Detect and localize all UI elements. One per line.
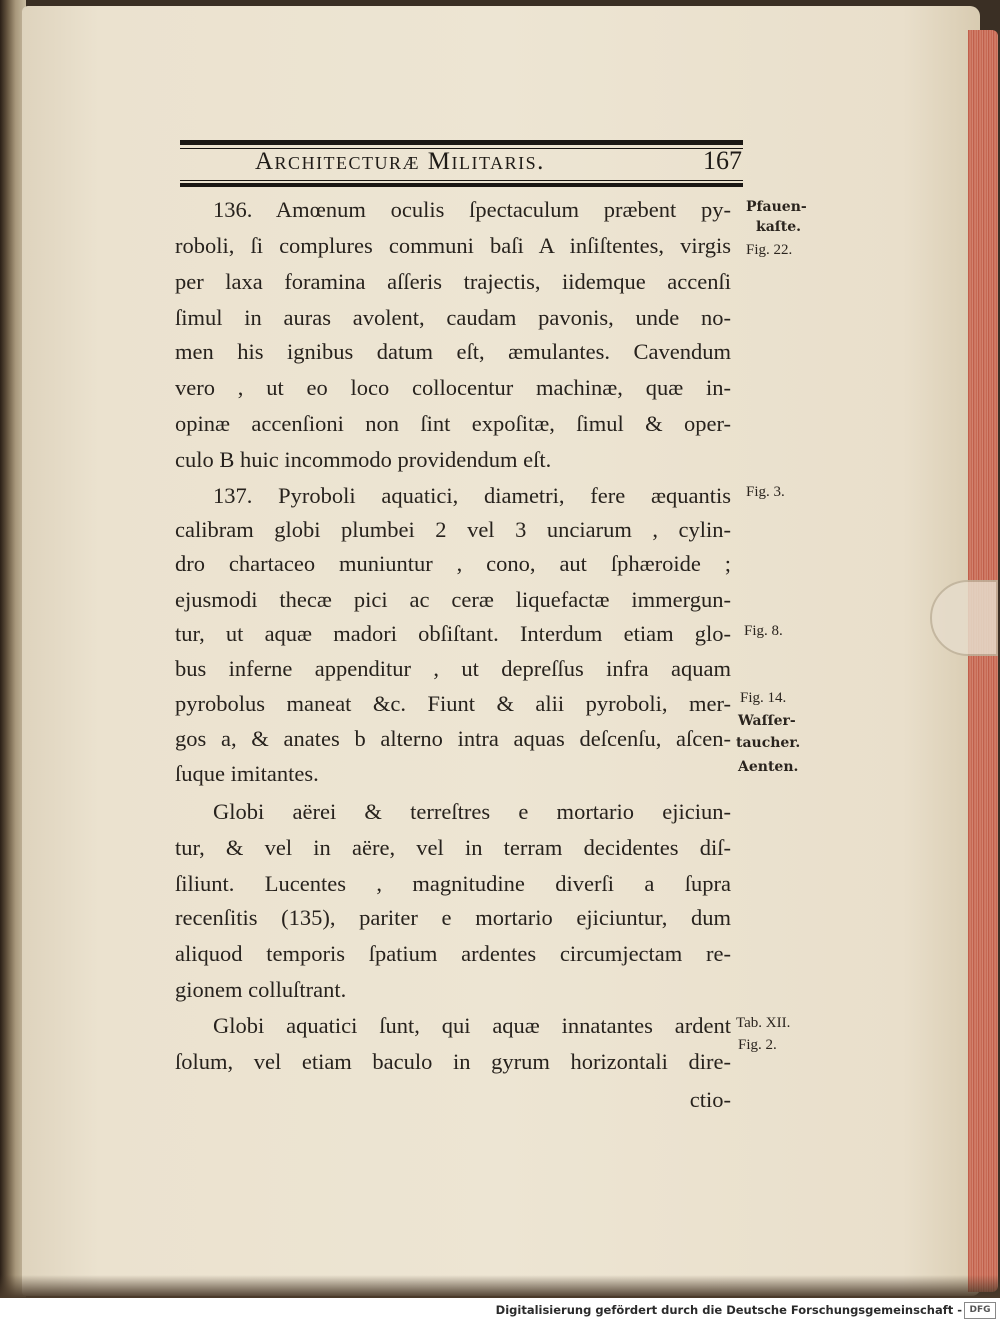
footer-bar	[0, 1298, 1000, 1321]
margin-note: Waſſer-	[738, 713, 796, 729]
margin-note: Fig. 2.	[738, 1037, 777, 1053]
text-line: ejusmodi thecæ pici ac ceræ liquefactæ immergun-	[175, 587, 731, 612]
text-line: gos a, & anates b alterno intra aquas deſcenſu, aſcen-	[175, 726, 731, 751]
bookmark-tab	[930, 580, 998, 656]
text-line: per laxa foramina aſſeris trajectis, iidemque accenſi	[175, 269, 731, 294]
text-line: Globi aquatici ſunt, qui aquæ innatantes ardent	[213, 1013, 731, 1038]
page-bottom-shadow	[0, 1275, 1000, 1298]
text-line: tur, & vel in aëre, vel in terram decidentes diſ-	[175, 835, 731, 860]
margin-note: Fig. 22.	[746, 242, 793, 258]
text-line: ſiliunt. Lucentes , magnitudine diverſi a ſupra	[175, 871, 731, 896]
header-rule-bottom-thin	[180, 180, 743, 181]
text-line: pyrobolus maneat &c. Fiunt & alii pyroboli, mer-	[175, 691, 731, 716]
text-line: vero , ut eo loco collocentur machinæ, quæ in-	[175, 375, 731, 400]
catchword: ctio-	[689, 1087, 731, 1112]
text-line: ſolum, vel etiam baculo in gyrum horizontali dire-	[175, 1049, 731, 1074]
dfg-logo: DFG	[964, 1302, 996, 1319]
margin-note: Fig. 14.	[740, 690, 787, 706]
margin-note: Fig. 3.	[746, 484, 785, 500]
text-line: tur, ut aquæ madori obſiſtant. Interdum etiam glo-	[175, 621, 731, 646]
funding-notice: Digitalisierung gefördert durch die Deutsche Forschungsgemeinschaft -	[495, 1303, 962, 1317]
margin-note: Aenten.	[738, 759, 799, 775]
margin-note: Pfauen-	[746, 199, 807, 215]
text-line: aliquod temporis ſpatium ardentes circumjectam re-	[175, 941, 731, 966]
text-line: 137. Pyroboli aquatici, diametri, fere æquantis	[213, 483, 731, 508]
text-line: 136. Amœnum oculis ſpectaculum præbent py-	[213, 197, 731, 222]
page-edges-red	[968, 30, 998, 1292]
text-line: recenſitis (135), pariter e mortario ejiciuntur, dum	[175, 905, 731, 930]
text-line: Globi aërei & terreſtres e mortario ejiciun-	[213, 799, 731, 824]
text-line: ſimul in auras avolent, caudam pavonis, unde no-	[175, 305, 731, 330]
text-line: opinæ accenſioni non ſint expoſitæ, ſimul & oper-	[175, 411, 731, 436]
text-line: dro chartaceo muniuntur , cono, aut ſphæroide ;	[175, 551, 731, 576]
text-line: calibram globi plumbei 2 vel 3 unciarum , cylin-	[175, 517, 731, 542]
text-line: roboli, ſi complures communi baſi A inſiſtentes, virgis	[175, 233, 731, 258]
text-line: ſuque imitantes.	[175, 761, 319, 786]
text-line: gionem colluſtrant.	[175, 977, 347, 1002]
running-head: Architecturæ Militaris.	[255, 148, 545, 175]
text-line: bus inferne appenditur , ut depreſſus infra aquam	[175, 656, 731, 681]
margin-note: taucher.	[736, 735, 801, 751]
margin-note: kaſte.	[756, 219, 802, 235]
margin-note: Tab. XII.	[736, 1015, 791, 1031]
text-line: culo B huic incommodo providendum eſt.	[175, 447, 552, 472]
margin-note: Fig. 8.	[744, 623, 783, 639]
page-number: 167	[703, 146, 742, 175]
text-line: men his ignibus datum eſt, æmulantes. Cavendum	[175, 339, 731, 364]
header-rule-top-thick	[180, 140, 743, 145]
header-rule-bottom-thick	[180, 183, 743, 187]
